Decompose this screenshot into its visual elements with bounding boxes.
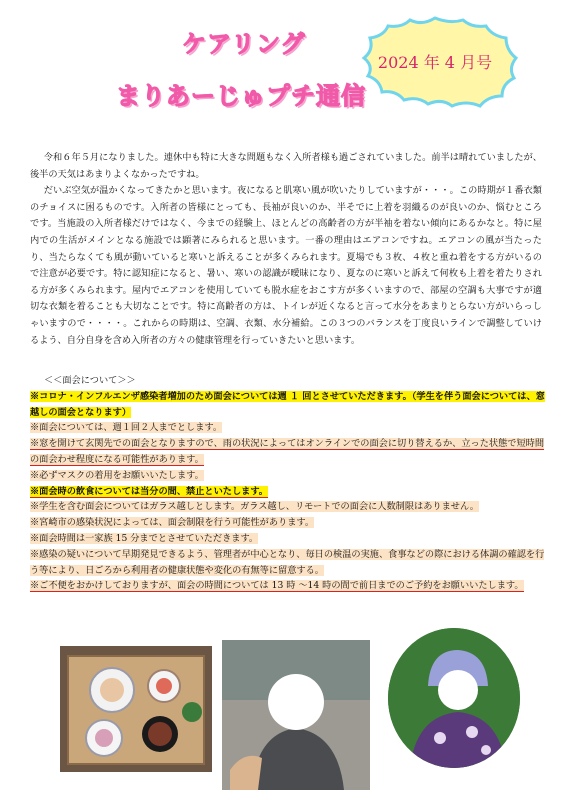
meal-photo xyxy=(60,646,212,772)
resident-photo-2 xyxy=(388,628,520,768)
notice-item: ※面会については、週１回２人までとします。 xyxy=(30,422,223,434)
issue-badge xyxy=(350,14,520,110)
notice-item: ※コロナ・インフルエンザ感染者増加のため面会については週 １ 回とさせていただきます。（学生を伴う面会については、窓越しの面会となります） xyxy=(30,390,545,418)
issue-label: 2024 年 4 月号 xyxy=(377,53,493,72)
notice-item: ※宮崎市の感染状況によっては、面会制限を行う可能性があります。 xyxy=(30,517,315,529)
visit-notice-section xyxy=(30,373,546,594)
intro-paragraph-2: だいぶ空気が温かくなってきたかと思います。夜になると肌寒い風が吹いたりしていますが・・・。この時期が１番衣類のチョイスに困るものです。入所者の皆様にとっても、長袖が良いのか、半そでに上着を羽織るのが良いのか、悩むところです。当施設の入所者様だけではなく、今までの経験上、ほとんどの高齢者の方が半袖を着ない傾向にあるかなと。特に屋内での生活がメインとなる施設では顕著にみられると思います。一番の理由はエアコンですね。エアコンの風が当たったり、当たらなくても風が動いていると寒いと訴えることが多くみられます。夏場でも３枚、４枚と重ね着をする方がいるので注意が必要です。特に認知症になると、暑い、寒いの認識が曖昧になり、夏なのに寒いと訴えて何枚も上着を着たりされる方が多くみられます。屋内でエアコンを使用していても脱水症をおこす方が多くいますので、部屋の空調も大事ですが適切な衣類を着ることも大切なことです。特に高齢者の方は、トイレが近くなると言って水分をあまりとらない方がいらっしゃいますので・・・・。これからの時期は、空調、衣類、水分補給。この３つのバランスを丁度良いラインで調整していけるよう、自分自身を含め入所者の方々の健康管理を行っていきたいと思います。 xyxy=(30,185,542,346)
intro-section xyxy=(30,150,542,349)
notice-item: ※窓を開けて玄関先での面会となりますので、雨の状況によってはオンラインでの面会に切り替えるか、立った状態で短時間の面会わせ程度になる可能性があります。 xyxy=(30,438,545,465)
notice-item: ※学生を含む面会についてはガラス越しとします。ガラス越し、リモートでの面会に人数制限はありません。 xyxy=(30,501,479,513)
notice-item: ※面会時の飲食については当分の間、禁止といたします。 xyxy=(30,485,268,497)
newsletter-title-line2: まりあーじゅプチ通信 xyxy=(116,82,366,110)
resident-photo-1 xyxy=(222,640,370,790)
notice-item: ※必ずマスクの着用をお願いいたします。 xyxy=(30,469,204,481)
notice-item: ※面会時間は一家族 15 分までとさせていただきます。 xyxy=(30,532,259,544)
newsletter-title-line1: ケアリング xyxy=(182,30,306,58)
notice-item: ※感染の疑いについて早期発見できるよう、管理者が中心となり、毎日の検温の実施、食事などの際における体調の確認を行う等により、日ごろから利用者の健康状態や変化の有無等に留意する。 xyxy=(30,548,545,576)
intro-paragraph-1: 令和６年５月になりました。連休中も特に大きな問題もなく入所者様も過ごされていました。前半は晴れていましたが、後半の天気はあまりよくなかったですね。 xyxy=(30,152,542,180)
notice-item: ※ご不便をおかけしておりますが、面会の時間については 13 時 ～14 時の間で前日までのご予約をお願いいたします。 xyxy=(30,580,524,592)
visit-notice-heading: ＜＜面会について＞＞ xyxy=(44,375,136,386)
